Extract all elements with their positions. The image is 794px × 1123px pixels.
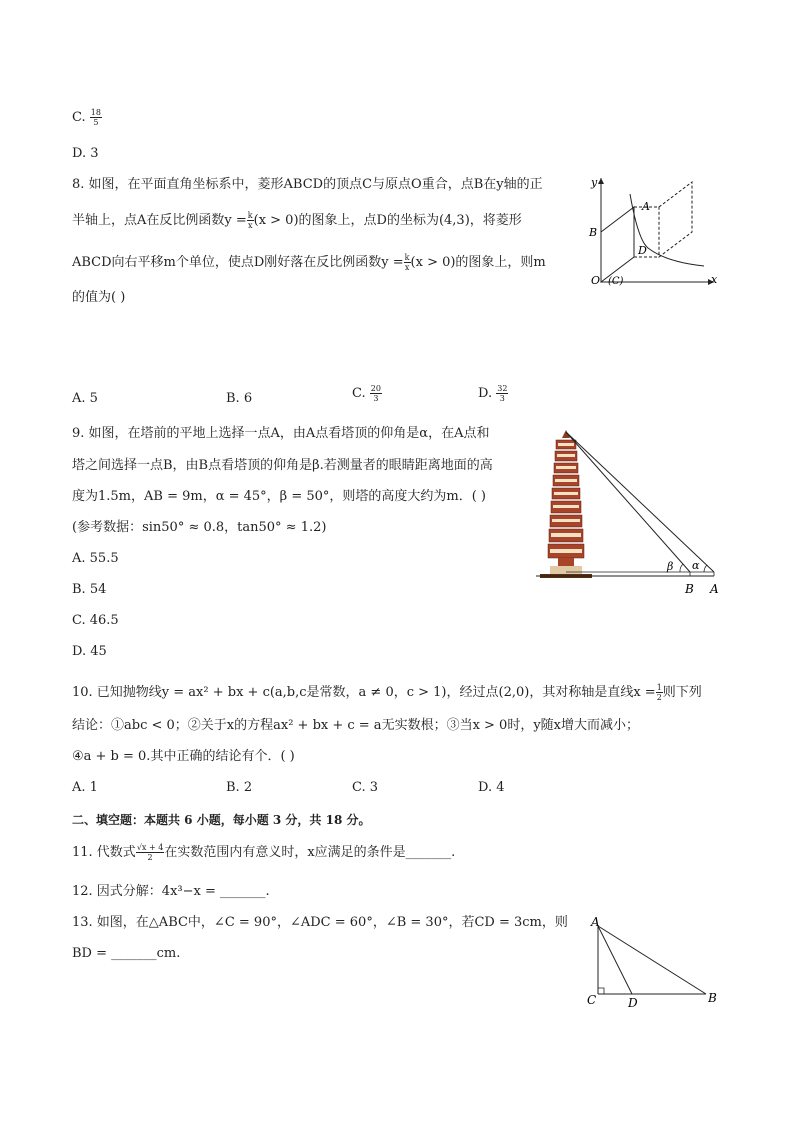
q9-label-a: A xyxy=(710,582,719,596)
q8-option-c: C. $\frac{20}{3}$ xyxy=(352,384,381,403)
q9-line-4: (参考数据：sin50° ≈ 0.8，tan50° ≈ 1.2) xyxy=(72,520,327,535)
q8-line-4: 的值为( ) xyxy=(72,290,126,305)
q8-k-over-x-2: $\frac{k}{x}$ xyxy=(404,253,410,272)
q8-option-b: B. 6 xyxy=(226,391,253,406)
q8-k-over-x: $\frac{k}{x}$ xyxy=(247,211,253,230)
q8-label-c: (C) xyxy=(608,276,624,287)
q9-option-b: B. 54 xyxy=(72,582,107,597)
q8-option-c-fraction: $\frac{20}{3}$ xyxy=(370,384,381,403)
section-2-heading: 二、填空题：本题共 6 小题，每小题 3 分，共 18 分。 xyxy=(72,813,371,827)
q11-sqrt-fraction: $\frac{√x + 4}{2}$ xyxy=(136,843,164,862)
q7-option-c-fraction: $\frac{18}{5}$ xyxy=(90,108,101,127)
q10-line-3: ④a + b = 0.其中正确的结论有个．( ) xyxy=(72,749,295,764)
q8-label-b: B xyxy=(589,226,598,239)
q12-line: 12. 因式分解：4x³−x = _______. xyxy=(72,884,270,899)
q8-option-a: A. 5 xyxy=(72,391,98,406)
q13-label-a: A xyxy=(591,915,600,929)
q10-option-d: D. 4 xyxy=(478,780,505,795)
q9-line-1: 9. 如图，在塔前的平地上选择一点A，由A点看塔顶的仰角是α，在A点和 xyxy=(72,426,490,441)
q13-label-d: D xyxy=(628,996,638,1010)
q7-option-d: D. 3 xyxy=(72,146,99,161)
q10-option-a: A. 1 xyxy=(72,780,98,795)
q13-line-1: 13. 如图，在△ABC中，∠C = 90°，∠ADC = 60°，∠B = 30°，若CD = 3cm，则 xyxy=(72,915,568,930)
q10-line-1: 10. 已知抛物线y = ax² + bx + c(a,b,c是常数，a ≠ 0，c > 1)，经过点(2,0)，其对称轴是直线x = $\frac{1}{2}$ 则下列 xyxy=(72,683,702,702)
q13-figure xyxy=(584,912,724,1012)
q8-option-d-fraction: $\frac{32}{3}$ xyxy=(497,384,508,403)
q13-line-2: BD = _______cm. xyxy=(72,946,181,961)
q11-line: 11. 代数式 $\frac{√x + 4}{2}$ 在实数范围内有意义时，x应满足的条件是_______. xyxy=(72,843,456,862)
q10-option-b: B. 2 xyxy=(226,780,253,795)
q7-option-c: C. $\frac{18}{5}$ xyxy=(72,108,101,127)
q8-line-3: ABCD向右平移m个单位，使点D刚好落在反比例函数y = $\frac{k}{x}$ (x > 0)的图象上，则m xyxy=(72,253,546,272)
q13-label-c: C xyxy=(587,993,597,1007)
q10-one-half: $\frac{1}{2}$ xyxy=(656,683,662,702)
q10-line-2: 结论：①abc < 0；②关于x的方程ax² + bx + c = a无实数根；③当x > 0时，y随x增大而减小； xyxy=(72,718,639,733)
q8-option-d: D. $\frac{32}{3}$ xyxy=(478,384,508,403)
q9-line-2: 塔之间选择一点B，由B点看塔顶的仰角是β.若测量者的眼睛距离地面的高 xyxy=(72,458,493,473)
q9-label-b: B xyxy=(685,582,694,596)
q9-option-d: D. 45 xyxy=(72,644,107,659)
q9-option-c: C. 46.5 xyxy=(72,613,119,628)
q8-label-y: y xyxy=(591,176,598,189)
q8-figure xyxy=(586,170,726,292)
q8-line-1: 8. 如图，在平面直角坐标系中，菱形ABCD的顶点C与原点O重合，点B在y轴的正 xyxy=(72,177,543,192)
q9-label-beta: β xyxy=(667,560,674,573)
q9-figure xyxy=(536,426,726,598)
q8-line-2: 半轴上，点A在反比例函数y = $\frac{k}{x}$ (x > 0)的图象上，点D的坐标为(4,3)，将菱形 xyxy=(72,211,522,230)
q9-line-3: 度为1.5m，AB = 9m，α = 45°，β = 50°，则塔的高度大约为m．( ) xyxy=(72,489,486,504)
q8-label-x: x xyxy=(711,273,718,286)
q10-option-c: C. 3 xyxy=(352,780,379,795)
q8-label-o: O xyxy=(591,274,601,287)
q9-option-a: A. 55.5 xyxy=(72,551,119,566)
q9-label-alpha: α xyxy=(692,559,700,572)
q13-label-b: B xyxy=(708,991,717,1005)
q8-label-a: A xyxy=(642,200,650,213)
q8-label-d: D xyxy=(638,244,647,257)
